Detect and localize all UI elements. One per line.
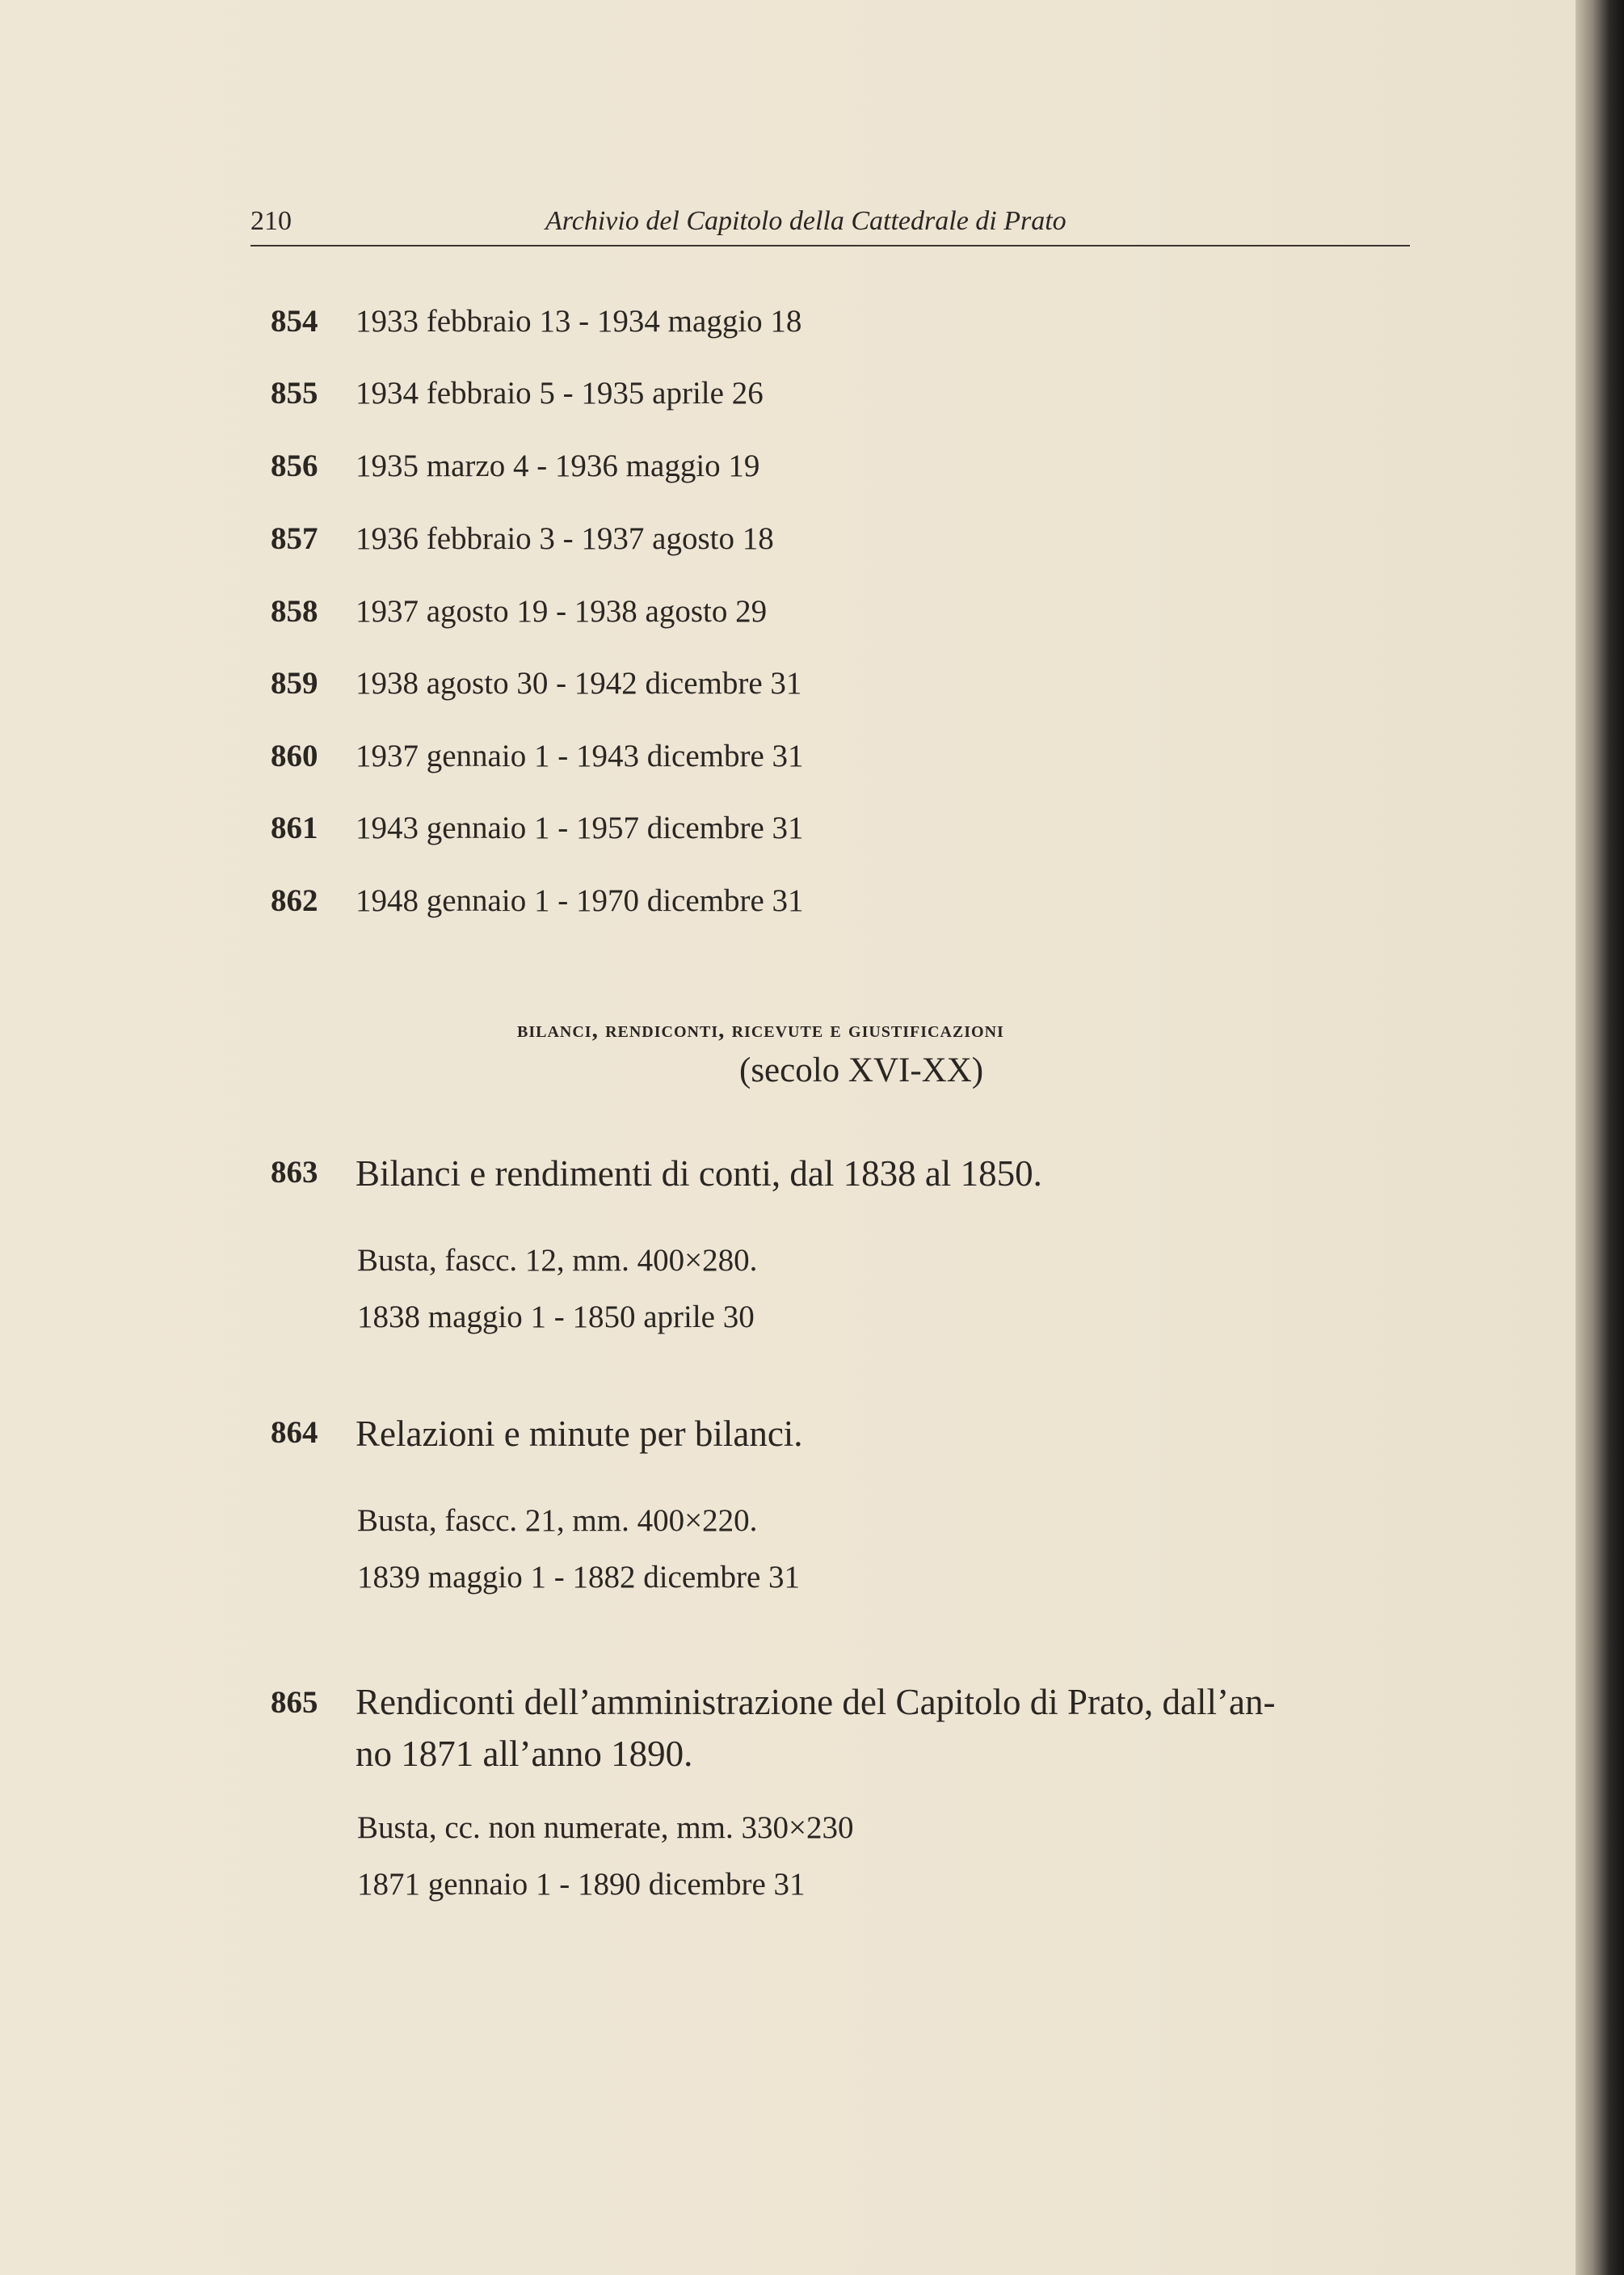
entry-dates: 1936 febbraio 3 - 1937 agosto 18 xyxy=(356,521,774,556)
item-dates: 1871 gennaio 1 - 1890 dicembre 31 xyxy=(357,1867,806,1902)
item-title-line: Rendiconti dell’amministrazione del Capitolo di Prato, dall’an- xyxy=(356,1682,1276,1722)
entry-number: 858 xyxy=(271,594,318,629)
item-title xyxy=(356,1408,1414,1460)
item-title xyxy=(356,1148,1414,1199)
entry-number: 862 xyxy=(271,883,318,918)
entry-dates: 1948 gennaio 1 - 1970 dicembre 31 xyxy=(356,883,804,918)
item-dates: 1839 maggio 1 - 1882 dicembre 31 xyxy=(357,1560,801,1595)
item-title xyxy=(356,1676,1414,1780)
entry-dates: 1934 febbraio 5 - 1935 aprile 26 xyxy=(356,376,764,411)
entry-dates: 1937 agosto 19 - 1938 agosto 29 xyxy=(356,594,768,629)
entry-number: 854 xyxy=(271,304,318,339)
page-number: 210 xyxy=(250,206,292,236)
entry-dates: 1935 marzo 4 - 1936 maggio 19 xyxy=(356,449,760,483)
item-description: Busta, cc. non numerate, mm. 330×230 xyxy=(357,1810,854,1845)
book-gutter xyxy=(1576,0,1624,2275)
entry-number: 857 xyxy=(271,521,318,556)
entry-number: 859 xyxy=(271,666,318,701)
item-description: Busta, fascc. 12, mm. 400×280. xyxy=(357,1243,758,1278)
entry-dates: 1943 gennaio 1 - 1957 dicembre 31 xyxy=(356,811,804,845)
item-description: Busta, fascc. 21, mm. 400×220. xyxy=(357,1503,758,1538)
item-title-line: Bilanci e rendimenti di conti, dal 1838 al 1850. xyxy=(356,1153,1042,1194)
page-header xyxy=(250,206,1410,246)
running-title: Archivio del Capitolo della Cattedrale di Prato xyxy=(545,206,1067,236)
entry-number: 861 xyxy=(271,811,318,845)
item-dates: 1838 maggio 1 - 1850 aprile 30 xyxy=(357,1300,755,1334)
section-title: bilanci, rendiconti, ricevute e giustificazioni xyxy=(517,1017,1004,1043)
item-title-line: no 1871 all’anno 1890. xyxy=(356,1734,693,1774)
entry-number: 855 xyxy=(271,376,318,411)
item-title-line: Relazioni e minute per bilanci. xyxy=(356,1413,803,1454)
entry-number: 856 xyxy=(271,449,318,483)
entry-dates: 1938 agosto 30 - 1942 dicembre 31 xyxy=(356,666,802,701)
entry-dates: 1937 gennaio 1 - 1943 dicembre 31 xyxy=(356,739,804,773)
section-period: (secolo XVI-XX) xyxy=(739,1051,984,1089)
entry-dates: 1933 febbraio 13 - 1934 maggio 18 xyxy=(356,304,802,339)
entry-number: 860 xyxy=(271,739,318,773)
item-number: 864 xyxy=(271,1415,318,1450)
item-number: 865 xyxy=(271,1685,318,1720)
item-number: 863 xyxy=(271,1155,318,1190)
